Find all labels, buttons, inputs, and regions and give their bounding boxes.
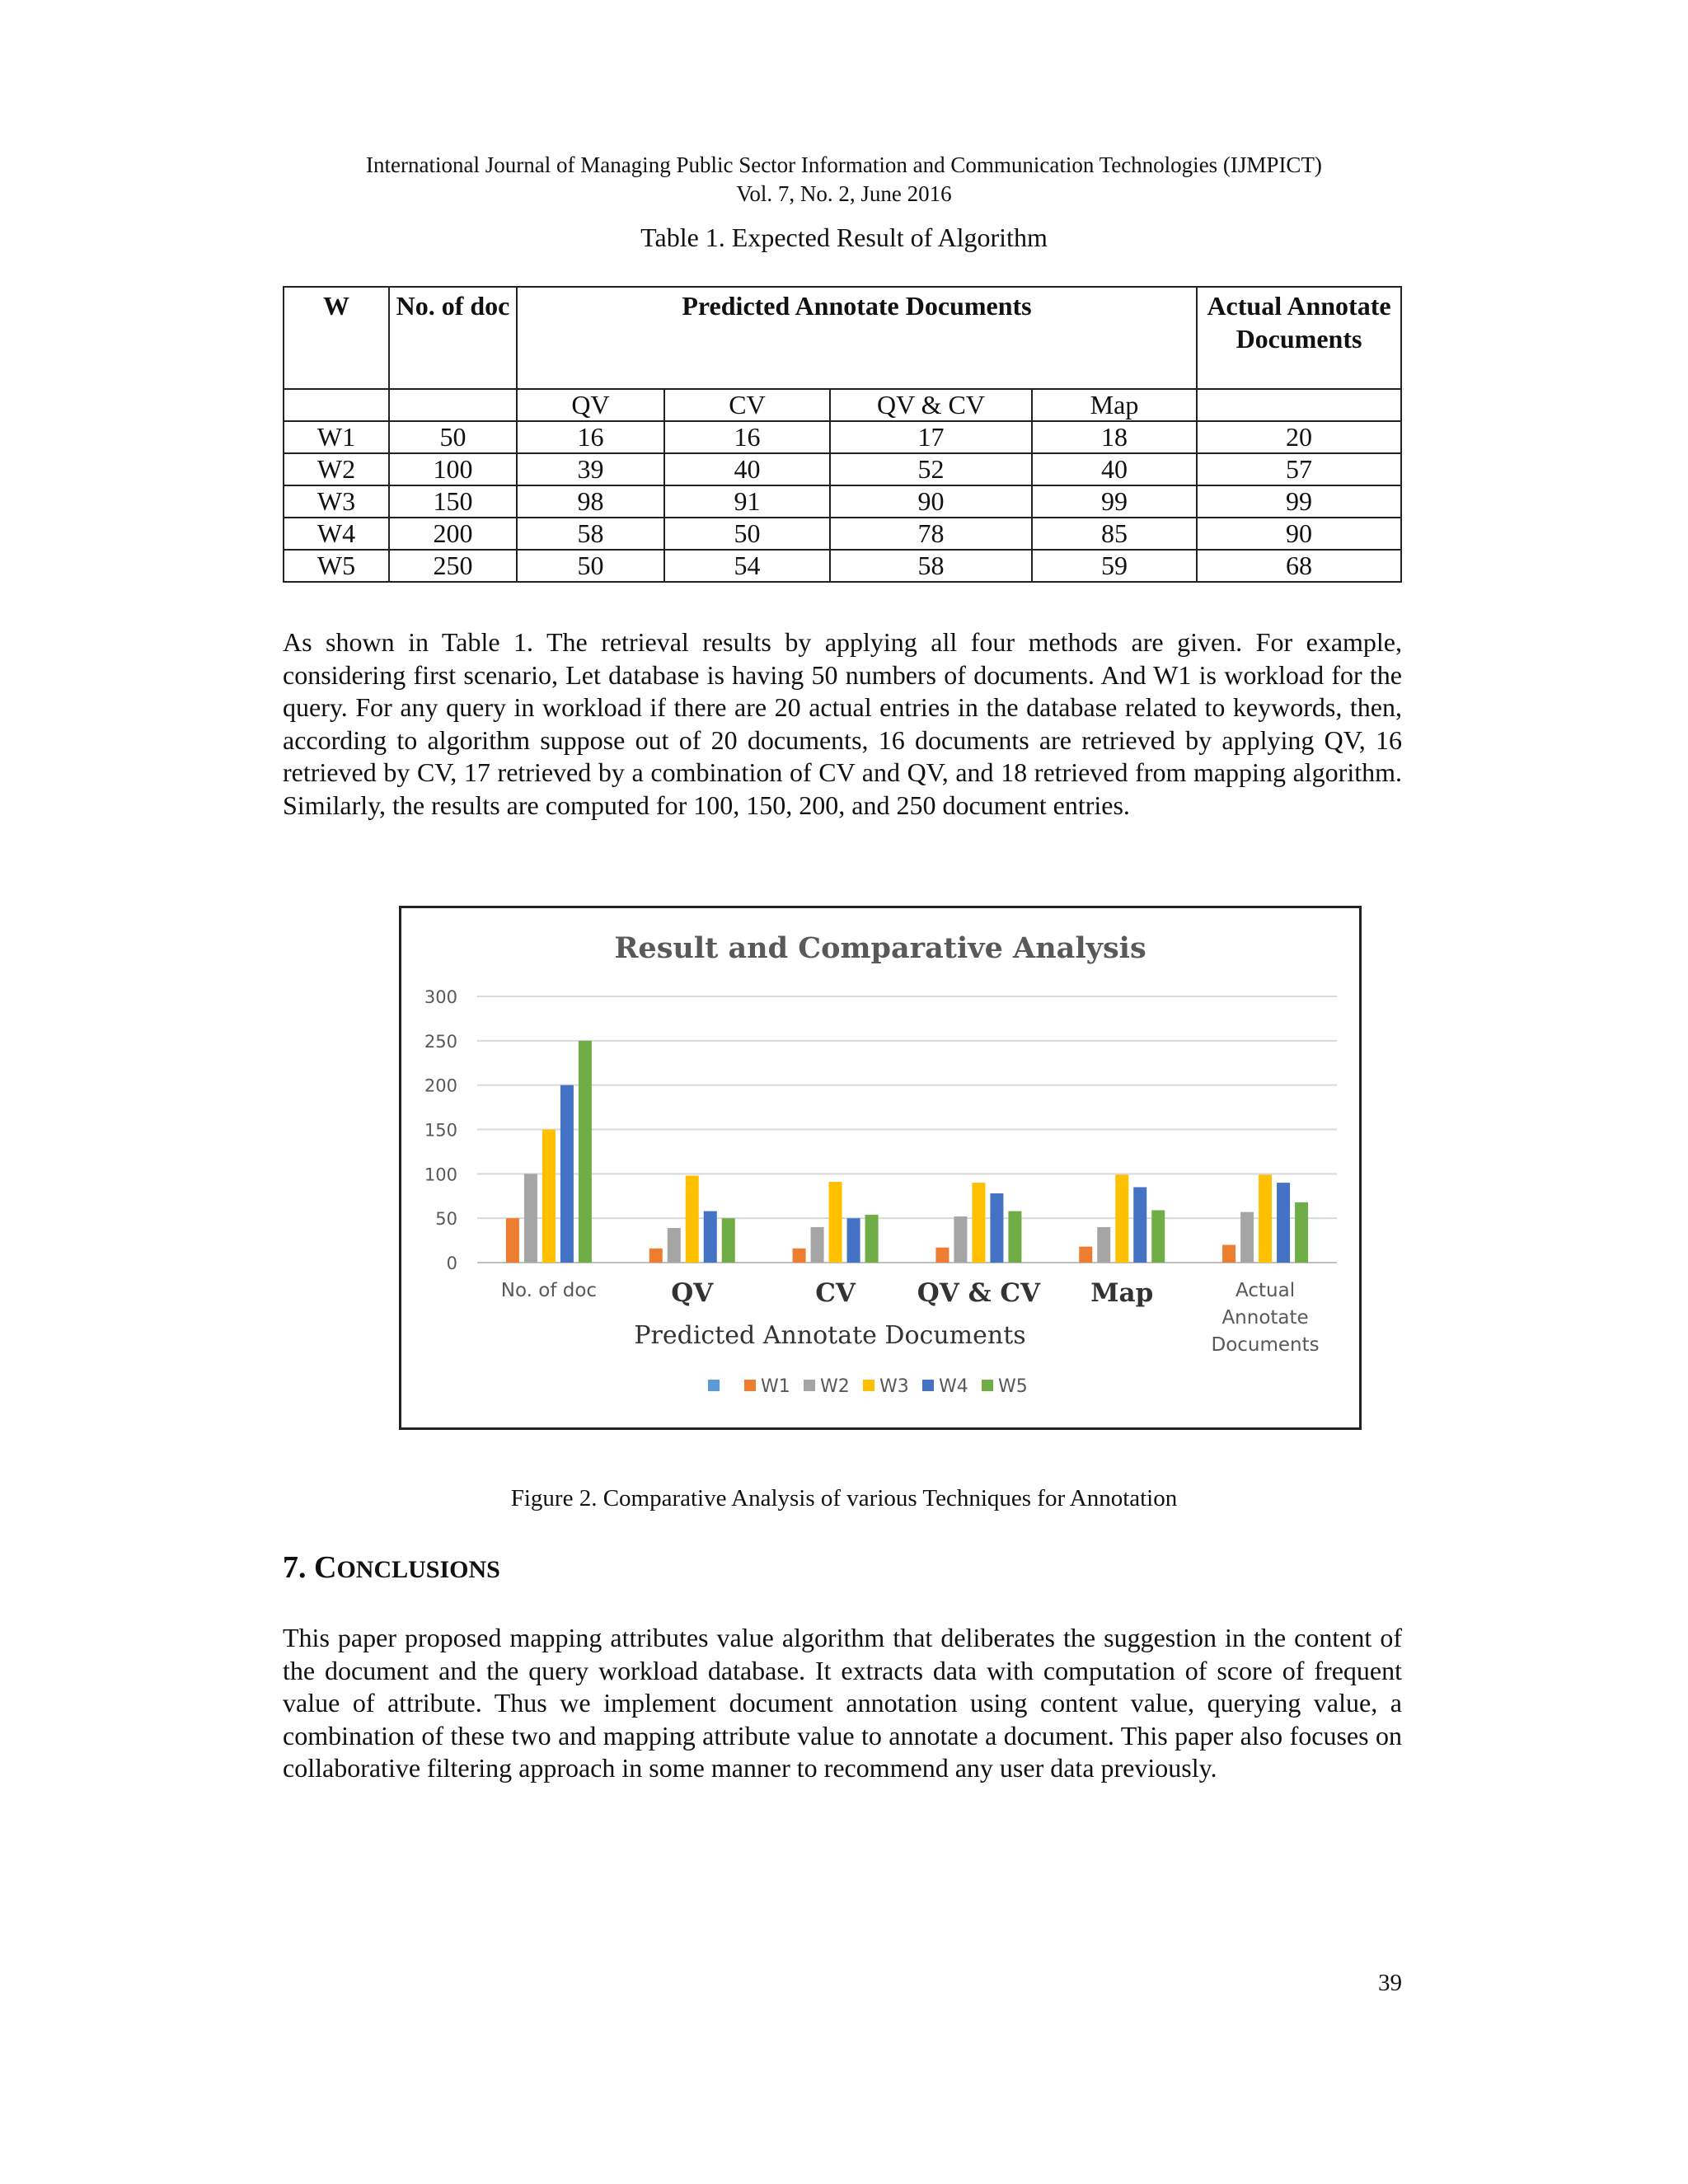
header-actual: Actual Annotate Documents <box>1197 287 1401 389</box>
bar-w4 <box>847 1218 860 1263</box>
table-cell: 50 <box>664 518 830 550</box>
y-tick-label: 100 <box>424 1165 457 1185</box>
y-tick-label: 0 <box>446 1254 457 1273</box>
x-category-label: Annotate <box>1221 1307 1309 1329</box>
bar-w2 <box>1240 1212 1254 1263</box>
bar-w4 <box>704 1212 717 1263</box>
table-cell: 91 <box>664 485 830 518</box>
legend-label: W5 <box>998 1376 1028 1397</box>
figure-chart <box>399 906 1362 1430</box>
y-tick-label: 50 <box>435 1209 457 1230</box>
table-cell: 90 <box>1197 518 1401 550</box>
y-tick-label: 250 <box>424 1031 457 1052</box>
y-tick-label: 300 <box>424 987 457 1007</box>
table-cell: 40 <box>664 453 830 485</box>
page-number: 39 <box>1378 1970 1402 1996</box>
table-cell: 40 <box>1032 453 1197 485</box>
bar-w4 <box>560 1085 574 1263</box>
bar-w2 <box>524 1174 537 1263</box>
bar-w5 <box>865 1215 879 1263</box>
table-cell: 58 <box>830 550 1032 582</box>
table-header-row <box>284 287 1401 389</box>
subheader-qv-cv: QV & CV <box>830 389 1032 421</box>
table-cell: 52 <box>830 453 1032 485</box>
x-category-label: QV <box>671 1278 714 1308</box>
bar-w3 <box>972 1183 985 1263</box>
bar-w5 <box>579 1041 592 1263</box>
bar-w5 <box>1295 1202 1308 1263</box>
bar-w4 <box>1133 1187 1146 1263</box>
table-subheader-row <box>284 389 1401 421</box>
bar-w5 <box>1151 1210 1165 1263</box>
table-cell: 17 <box>830 421 1032 453</box>
x-category-label: QV & CV <box>917 1278 1041 1308</box>
bar-w5 <box>1008 1212 1021 1263</box>
x-category-label: Actual <box>1236 1280 1296 1301</box>
journal-header: International Journal of Managing Public Sector Information and Communication Technologies (IJMPICT) <box>366 152 1322 177</box>
subheader-qv: QV <box>517 389 664 421</box>
bar-chart <box>401 908 1359 1427</box>
table-row <box>284 518 1401 550</box>
table-cell: 68 <box>1197 550 1401 582</box>
bar-w3 <box>1115 1174 1128 1263</box>
table-cell: 50 <box>517 550 664 582</box>
y-tick-label: 150 <box>424 1120 457 1141</box>
header-predicted: Predicted Annotate Documents <box>517 287 1197 389</box>
table-cell: 54 <box>664 550 830 582</box>
subheader-empty <box>1197 389 1401 421</box>
table-cell: W4 <box>284 518 389 550</box>
results-table <box>283 286 1402 583</box>
legend-swatch <box>922 1380 934 1391</box>
legend-swatch <box>863 1380 874 1391</box>
bar-w1 <box>793 1249 806 1263</box>
bar-w2 <box>1097 1227 1110 1263</box>
table-cell: 100 <box>389 453 517 485</box>
bar-w2 <box>954 1216 967 1263</box>
legend-label: W2 <box>820 1376 850 1397</box>
x-group-label: Predicted Annotate Documents <box>634 1321 1026 1350</box>
table-cell: 85 <box>1032 518 1197 550</box>
bar-w4 <box>990 1193 1003 1263</box>
chart-title: Result and Comparative Analysis <box>614 931 1146 965</box>
table-cell: W5 <box>284 550 389 582</box>
table-cell: 150 <box>389 485 517 518</box>
table-row <box>284 453 1401 485</box>
section-title: CONCLUSIONS <box>314 1550 500 1585</box>
table-cell: 250 <box>389 550 517 582</box>
figure-caption: Figure 2. Comparative Analysis of various Techniques for Annotation <box>510 1485 1178 1511</box>
table-cell: 57 <box>1197 453 1401 485</box>
issue-header: Vol. 7, No. 2, June 2016 <box>736 181 952 206</box>
table-cell: 98 <box>517 485 664 518</box>
table-cell: W1 <box>284 421 389 453</box>
legend-swatch <box>804 1380 815 1391</box>
legend-swatch <box>708 1380 720 1391</box>
bar-w3 <box>542 1130 556 1263</box>
bar-w3 <box>829 1182 842 1263</box>
results-paragraph: As shown in Table 1. The retrieval results by applying all four methods are given. For example, considering first scenario, Let database is having 50 numbers of documents. And W1 is workload for the query. For any query in workload if there are 20 actual entries in the database related to keywords, then, according to algorithm suppose out of 20 documents, 16 documents are retrieved by applying QV, 16 retrieved by CV, 17 retrieved by a combination of CV and QV, and 18 retrieved from mapping algorithm. Similarly, the results are computed for 100, 150, 200, and 250 document entries. <box>283 627 1402 820</box>
table-cell: 99 <box>1032 485 1197 518</box>
table-cell: 20 <box>1197 421 1401 453</box>
bar-w3 <box>686 1175 699 1263</box>
x-category-label: No. of doc <box>500 1280 598 1301</box>
bar-w3 <box>1259 1174 1272 1263</box>
table-cell: 50 <box>389 421 517 453</box>
bar-w1 <box>1222 1244 1236 1263</box>
table-cell: 16 <box>517 421 664 453</box>
table-row <box>284 485 1401 518</box>
table-cell: W3 <box>284 485 389 518</box>
conclusions-paragraph: This paper proposed mapping attributes value algorithm that deliberates the suggestion in the content of the document and the query workload database. It extracts data with computation of score of frequent value of attribute. Thus we implement document annotation using content value, querying value, a combination of these two and mapping attribute value to annotate a document. This paper also focuses on collaborative filtering approach in some manner to recommend any user data previously. <box>283 1623 1402 1783</box>
section-number: 7. <box>283 1550 307 1585</box>
legend-label: W1 <box>761 1376 790 1397</box>
bar-w5 <box>722 1218 735 1263</box>
bar-w1 <box>935 1248 949 1263</box>
x-category-label: Documents <box>1211 1334 1320 1356</box>
header-no-of-doc: No. of doc <box>389 287 517 389</box>
table-cell: 58 <box>517 518 664 550</box>
bar-w1 <box>1079 1247 1092 1263</box>
table-cell: 59 <box>1032 550 1197 582</box>
x-category-label: CV <box>815 1278 856 1308</box>
subheader-cv: CV <box>664 389 830 421</box>
bar-w1 <box>649 1249 663 1263</box>
table-cell: 78 <box>830 518 1032 550</box>
bar-w2 <box>811 1227 824 1263</box>
subheader-empty <box>389 389 517 421</box>
table-cell: W2 <box>284 453 389 485</box>
legend-label: W3 <box>879 1376 909 1397</box>
table-cell: 200 <box>389 518 517 550</box>
table-row <box>284 550 1401 582</box>
table-cell: 99 <box>1197 485 1401 518</box>
table-caption: Table 1. Expected Result of Algorithm <box>640 223 1048 252</box>
header-w: W <box>284 287 389 389</box>
y-tick-label: 200 <box>424 1076 457 1096</box>
subheader-empty <box>284 389 389 421</box>
subheader-map: Map <box>1032 389 1197 421</box>
legend-swatch <box>744 1380 756 1391</box>
table-row <box>284 421 1401 453</box>
bar-w1 <box>506 1218 519 1263</box>
section-heading <box>283 1549 500 1588</box>
legend-label: W4 <box>939 1376 968 1397</box>
bar-w4 <box>1277 1183 1290 1263</box>
table-cell: 39 <box>517 453 664 485</box>
legend-swatch <box>982 1380 993 1391</box>
bar-w2 <box>668 1228 681 1263</box>
table-cell: 18 <box>1032 421 1197 453</box>
table-cell: 16 <box>664 421 830 453</box>
x-category-label: Map <box>1090 1278 1154 1308</box>
table-cell: 90 <box>830 485 1032 518</box>
